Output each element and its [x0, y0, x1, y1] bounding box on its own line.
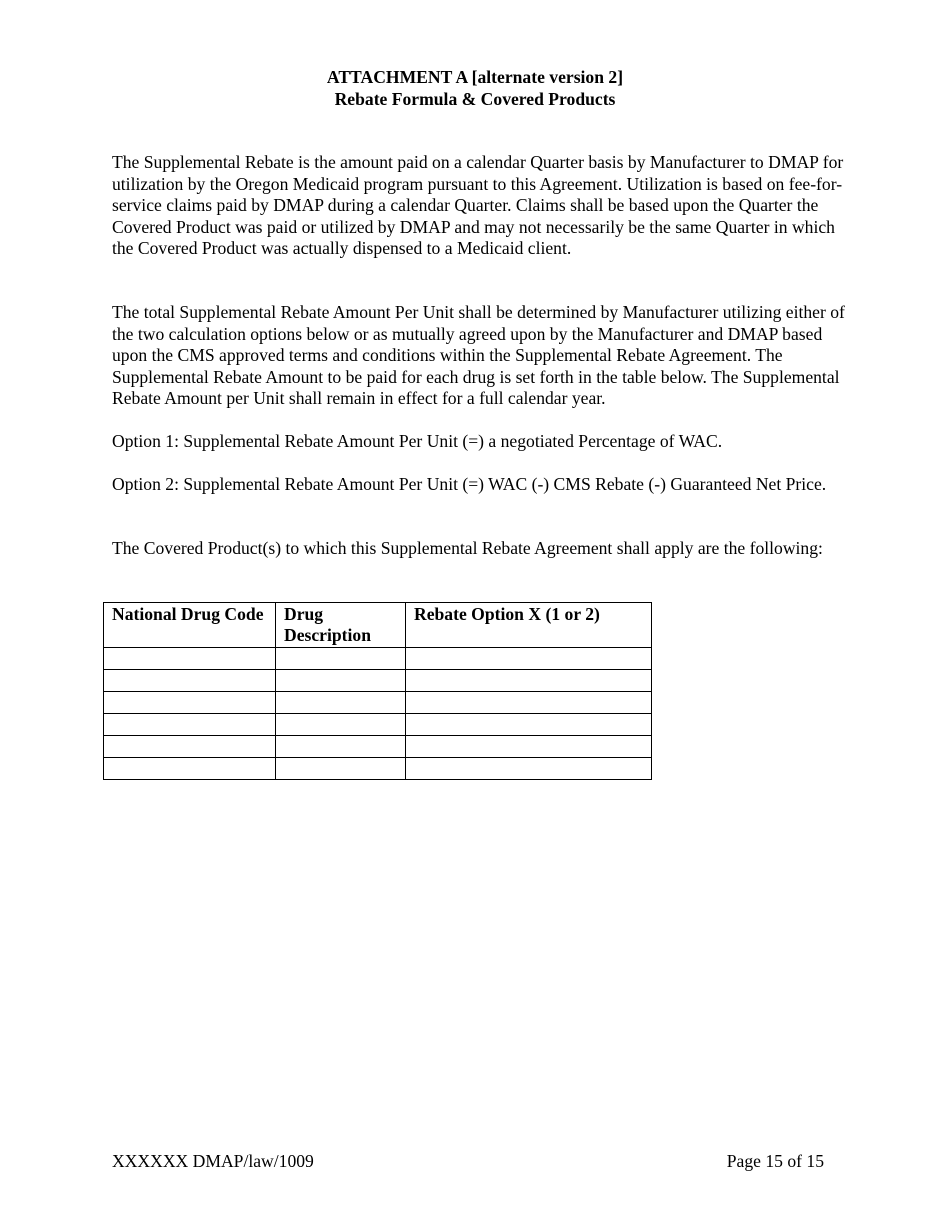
table-cell — [104, 692, 276, 714]
table-row — [104, 736, 652, 758]
table-cell — [406, 714, 652, 736]
title-line-1: ATTACHMENT A [alternate version 2] — [326, 67, 624, 87]
table-cell — [406, 692, 652, 714]
table-cell — [104, 648, 276, 670]
table-cell — [104, 758, 276, 780]
rebate-definition-paragraph: The Supplemental Rebate is the amount paid on a calendar Quarter basis by Manufacturer to DMAP for utilization by the Oregon Medicaid program pursuant to this Agreement. Utilization is based on fee-for-service claims paid by DMAP during a calendar Quarter. Claims shall be based upon the Quarter the Covered Product was paid or utilized by DMAP and may not necessarily be the same Quarter in which the Covered Product was actually dispensed to a Medicaid client. — [112, 152, 844, 258]
table-header-row — [104, 603, 652, 648]
footer-page-number: Page 15 of 15 — [726, 1151, 824, 1171]
table-row — [104, 758, 652, 780]
table-row — [104, 648, 652, 670]
header-rebate-option: Rebate Option X (1 or 2) — [406, 603, 652, 648]
table-cell — [276, 692, 406, 714]
table-row — [104, 692, 652, 714]
table-cell — [406, 758, 652, 780]
table-cell — [276, 714, 406, 736]
table-cell — [104, 714, 276, 736]
option-1-paragraph: Option 1: Supplemental Rebate Amount Per Unit (=) a negotiated Percentage of WAC. — [112, 431, 723, 451]
covered-products-intro: The Covered Product(s) to which this Supplemental Rebate Agreement shall apply are the following: — [112, 538, 823, 558]
rebate-calculation-paragraph: The total Supplemental Rebate Amount Per Unit shall be determined by Manufacturer utilizing either of the two calculation options below or as mutually agreed upon by the Manufacturer and DMAP based upon the CMS approved terms and conditions within the Supplemental Rebate Agreement. The Supplemental Rebate Amount to be paid for each drug is set forth in the table below. The Supplemental Rebate Amount per Unit shall remain in effect for a full calendar year. — [112, 302, 845, 408]
title-line-2: Rebate Formula & Covered Products — [334, 88, 616, 109]
table-row — [104, 670, 652, 692]
table-cell — [276, 758, 406, 780]
table-cell — [276, 736, 406, 758]
covered-products-table — [103, 602, 652, 780]
header-drug-description: Drug Description — [276, 603, 406, 648]
option-2-paragraph: Option 2: Supplemental Rebate Amount Per Unit (=) WAC (-) CMS Rebate (-) Guaranteed Net Price. — [112, 474, 827, 494]
table-cell — [406, 648, 652, 670]
table-cell — [104, 736, 276, 758]
table-cell — [406, 670, 652, 692]
table-cell — [406, 736, 652, 758]
table-cell — [104, 670, 276, 692]
page-title — [0, 67, 950, 110]
footer-document-id: XXXXXX DMAP/law/1009 — [112, 1151, 314, 1171]
header-national-drug-code: National Drug Code — [104, 603, 276, 648]
table-row — [104, 714, 652, 736]
table-cell — [276, 670, 406, 692]
table-cell — [276, 648, 406, 670]
